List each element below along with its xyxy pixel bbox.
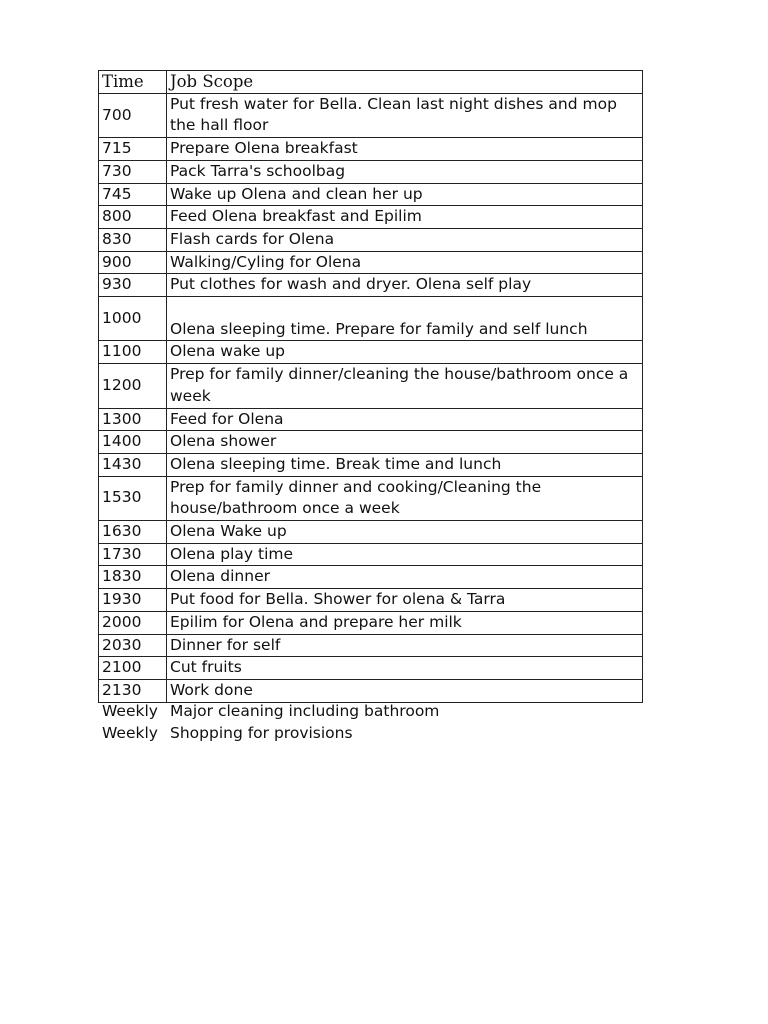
- time-cell: 745: [99, 183, 167, 206]
- time-cell: 1930: [99, 589, 167, 612]
- table-row: [99, 228, 643, 251]
- table-row: [99, 364, 643, 408]
- table-row: [99, 611, 643, 634]
- table-row: [99, 138, 643, 161]
- table-header-row: [99, 71, 643, 94]
- weekly-row: [102, 723, 439, 745]
- time-cell: 1530: [99, 476, 167, 520]
- table-row: [99, 274, 643, 297]
- time-cell: 2100: [99, 657, 167, 680]
- time-cell: 1430: [99, 453, 167, 476]
- job-cell: Prep for family dinner/cleaning the house/bathroom once a week: [167, 364, 643, 408]
- job-cell: Cut fruits: [167, 657, 643, 680]
- job-cell: Olena Wake up: [167, 521, 643, 544]
- weekly-row: [102, 701, 439, 723]
- job-cell: Olena shower: [167, 431, 643, 454]
- job-cell: Prepare Olena breakfast: [167, 138, 643, 161]
- time-cell: 830: [99, 228, 167, 251]
- time-cell: 2030: [99, 634, 167, 657]
- job-cell: Wake up Olena and clean her up: [167, 183, 643, 206]
- job-cell: Feed Olena breakfast and Epilim: [167, 206, 643, 229]
- table-row: [99, 93, 643, 137]
- table-row: [99, 297, 643, 341]
- time-cell: 700: [99, 93, 167, 137]
- table-row: [99, 476, 643, 520]
- time-cell: 715: [99, 138, 167, 161]
- table-row: [99, 160, 643, 183]
- job-cell: Olena play time: [167, 543, 643, 566]
- weekly-tasks: [102, 701, 439, 744]
- job-cell: Olena sleeping time. Prepare for family and self lunch: [167, 297, 643, 341]
- table-row: [99, 408, 643, 431]
- time-cell: 1200: [99, 364, 167, 408]
- table-row: [99, 566, 643, 589]
- time-cell: 1630: [99, 521, 167, 544]
- table-row: [99, 453, 643, 476]
- time-cell: 800: [99, 206, 167, 229]
- job-cell: Olena sleeping time. Break time and lunch: [167, 453, 643, 476]
- table-row: [99, 183, 643, 206]
- job-cell: Put food for Bella. Shower for olena & Tarra: [167, 589, 643, 612]
- time-cell: 730: [99, 160, 167, 183]
- time-cell: 1000: [99, 297, 167, 341]
- time-cell: 1300: [99, 408, 167, 431]
- table-row: [99, 679, 643, 702]
- job-cell: Feed for Olena: [167, 408, 643, 431]
- time-cell: 930: [99, 274, 167, 297]
- job-cell: Olena dinner: [167, 566, 643, 589]
- weekly-label: Weekly: [102, 702, 158, 720]
- time-cell: 1730: [99, 543, 167, 566]
- job-cell: Put fresh water for Bella. Clean last night dishes and mop the hall floor: [167, 93, 643, 137]
- table-row: [99, 341, 643, 364]
- schedule-table: [98, 70, 643, 703]
- table-row: [99, 521, 643, 544]
- time-cell: 1830: [99, 566, 167, 589]
- table-row: [99, 543, 643, 566]
- job-cell: Olena wake up: [167, 341, 643, 364]
- table-row: [99, 657, 643, 680]
- weekly-task: Major cleaning including bathroom: [170, 702, 440, 720]
- time-cell: 1400: [99, 431, 167, 454]
- job-cell: Pack Tarra's schoolbag: [167, 160, 643, 183]
- time-cell: 2130: [99, 679, 167, 702]
- table-row: [99, 251, 643, 274]
- time-cell: 2000: [99, 611, 167, 634]
- job-cell: Put clothes for wash and dryer. Olena self play: [167, 274, 643, 297]
- table-row: [99, 589, 643, 612]
- job-scope-header: Job Scope: [167, 71, 643, 94]
- job-cell: Flash cards for Olena: [167, 228, 643, 251]
- table-row: [99, 206, 643, 229]
- job-cell: Prep for family dinner and cooking/Cleaning the house/bathroom once a week: [167, 476, 643, 520]
- weekly-task: Shopping for provisions: [170, 723, 353, 742]
- job-cell: Dinner for self: [167, 634, 643, 657]
- table-row: [99, 431, 643, 454]
- table-row: [99, 634, 643, 657]
- job-cell: Epilim for Olena and prepare her milk: [167, 611, 643, 634]
- job-cell: Walking/Cyling for Olena: [167, 251, 643, 274]
- weekly-label: Weekly: [102, 723, 158, 742]
- time-header: Time: [99, 71, 167, 94]
- time-cell: 1100: [99, 341, 167, 364]
- job-cell: Work done: [167, 679, 643, 702]
- time-cell: 900: [99, 251, 167, 274]
